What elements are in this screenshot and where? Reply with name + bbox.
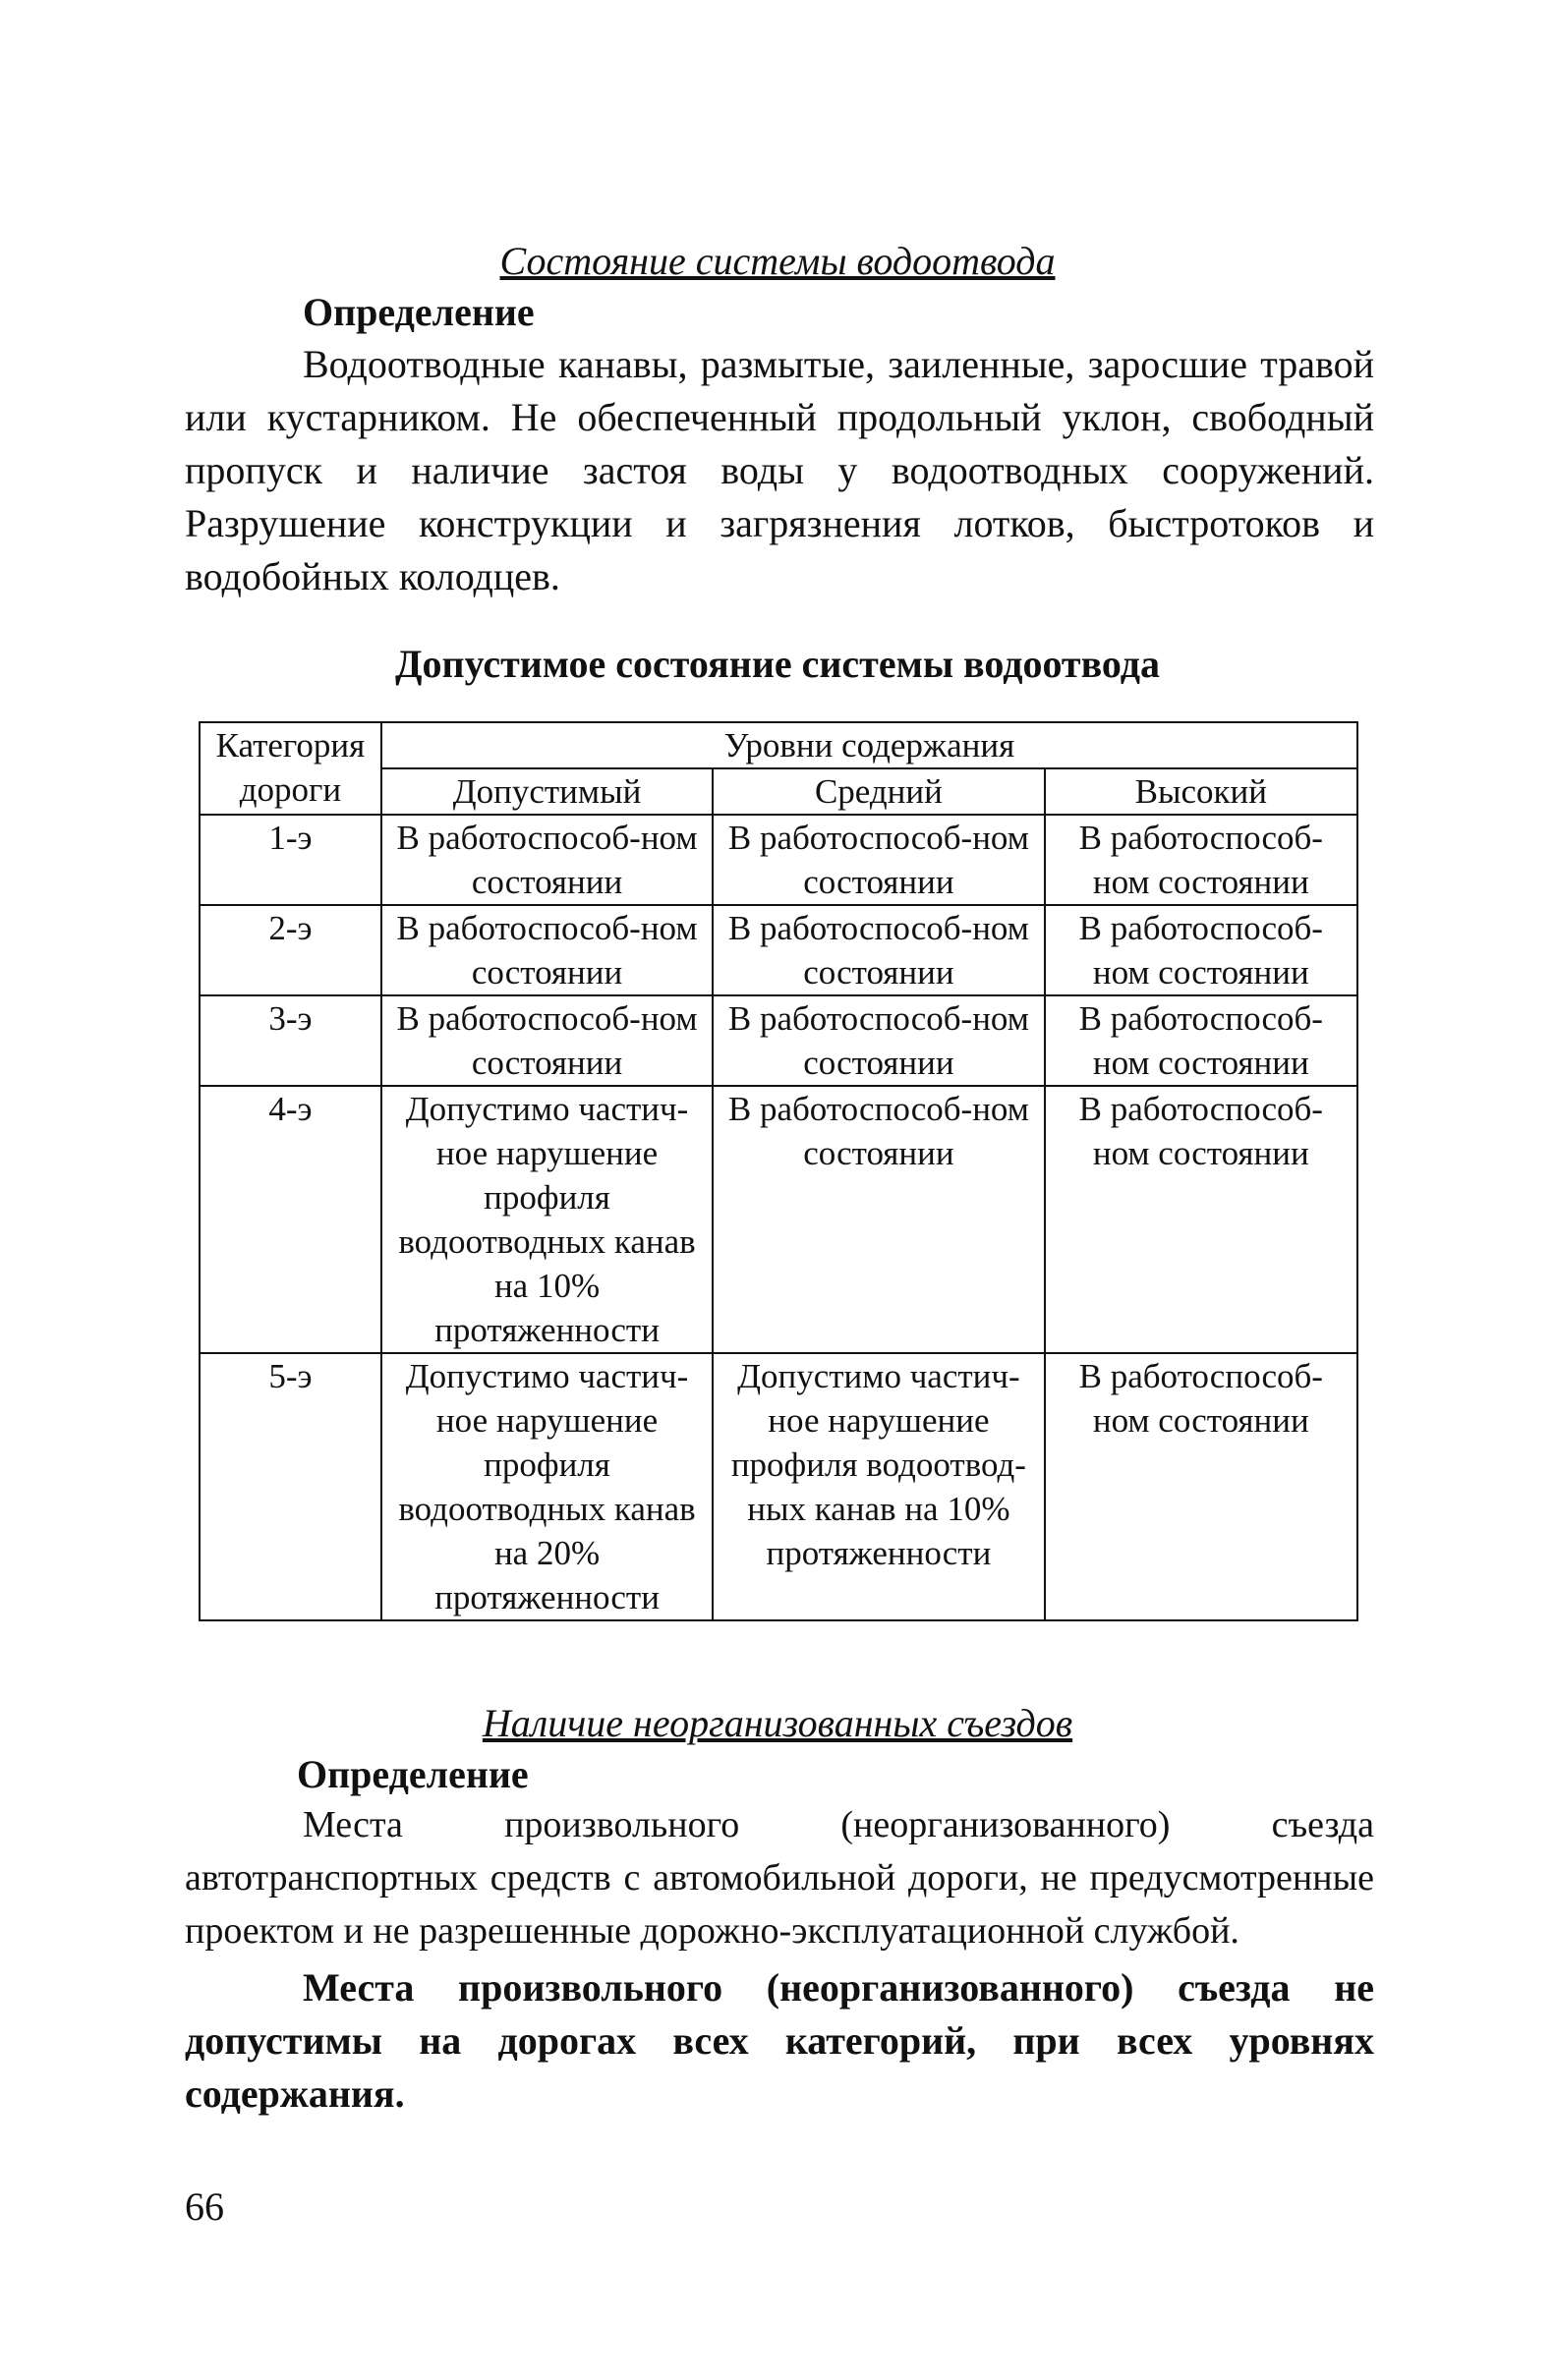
definition-text: Водоотводные канавы, размытые, заиленные, заросшие травой или кустарником. Не обеспеченный продольный уклон, свободный пропуск и наличие застоя воды у водоотводных сооружений. Разрушение конструкции и загрязнения лотков, быстротоков и водобойных колодцев. bbox=[185, 342, 1374, 598]
category-cell: 1-э bbox=[200, 815, 381, 905]
level-column-header: Высокий bbox=[1045, 768, 1357, 815]
table-row bbox=[200, 1353, 1357, 1620]
table-title: Допустимое состояние системы водоотвода bbox=[395, 642, 1160, 686]
table-cell: В работоспособ-ном состоянии bbox=[381, 905, 713, 995]
table-row bbox=[200, 995, 1357, 1086]
rule-text: Места произвольного (неорганизованного) съезда не допустимы на дорогах всех категорий, при всех уровнях содержания. bbox=[185, 1965, 1374, 2116]
definition-heading: Определение bbox=[303, 290, 535, 334]
table-cell: В работоспособ-ном состоянии bbox=[713, 905, 1044, 995]
table-cell: В работоспособ-ном состоянии bbox=[1045, 815, 1357, 905]
category-header: Категория дороги bbox=[200, 722, 381, 815]
table-cell: Допустимо частич-ное нарушение профиля водоотводных канав на 20% протяженности bbox=[381, 1353, 713, 1620]
table-cell: В работоспособ-ном состоянии bbox=[381, 815, 713, 905]
section-title-drainage: Состояние системы водоотвода bbox=[499, 239, 1056, 283]
table-cell: В работоспособ-ном состоянии bbox=[713, 1086, 1044, 1353]
table-row bbox=[200, 815, 1357, 905]
page-number: 66 bbox=[185, 2184, 224, 2229]
table-header-row bbox=[200, 722, 1357, 768]
table-cell: В работоспособ-ном состоянии bbox=[381, 995, 713, 1086]
table-cell: В работоспособ-ном состоянии bbox=[1045, 905, 1357, 995]
definition-heading: Определение bbox=[297, 1752, 529, 1796]
definition-text: Места произвольного (неорганизованного) съезда автотранспортных средств с автомобильной дороги, не предусмотренные проектом и не разрешенные дорожно-эксплуатационной службой. bbox=[185, 1804, 1374, 1952]
table-row bbox=[200, 1086, 1357, 1353]
table-cell: В работоспособ-ном состоянии bbox=[713, 815, 1044, 905]
level-column-header: Допустимый bbox=[381, 768, 713, 815]
table-cell: В работоспособ-ном состоянии bbox=[1045, 995, 1357, 1086]
table-cell: В работоспособ-ном состоянии bbox=[1045, 1086, 1357, 1353]
table-cell: В работоспособ-ном состоянии bbox=[1045, 1353, 1357, 1620]
table-row bbox=[200, 905, 1357, 995]
levels-header: Уровни содержания bbox=[381, 722, 1357, 768]
category-cell: 3-э bbox=[200, 995, 381, 1086]
level-column-header: Средний bbox=[713, 768, 1044, 815]
category-cell: 2-э bbox=[200, 905, 381, 995]
category-cell: 4-э bbox=[200, 1086, 381, 1353]
table-cell: В работоспособ-ном состоянии bbox=[713, 995, 1044, 1086]
category-cell: 5-э bbox=[200, 1353, 381, 1620]
section-title-driveways: Наличие неорганизованных съездов bbox=[482, 1701, 1073, 1745]
table-cell: Допустимо частич-ное нарушение профиля водоотвод-ных канав на 10% протяженности bbox=[713, 1353, 1044, 1620]
table-cell: Допустимо частич-ное нарушение профиля водоотводных канав на 10% протяженности bbox=[381, 1086, 713, 1353]
drainage-table bbox=[199, 721, 1358, 1621]
